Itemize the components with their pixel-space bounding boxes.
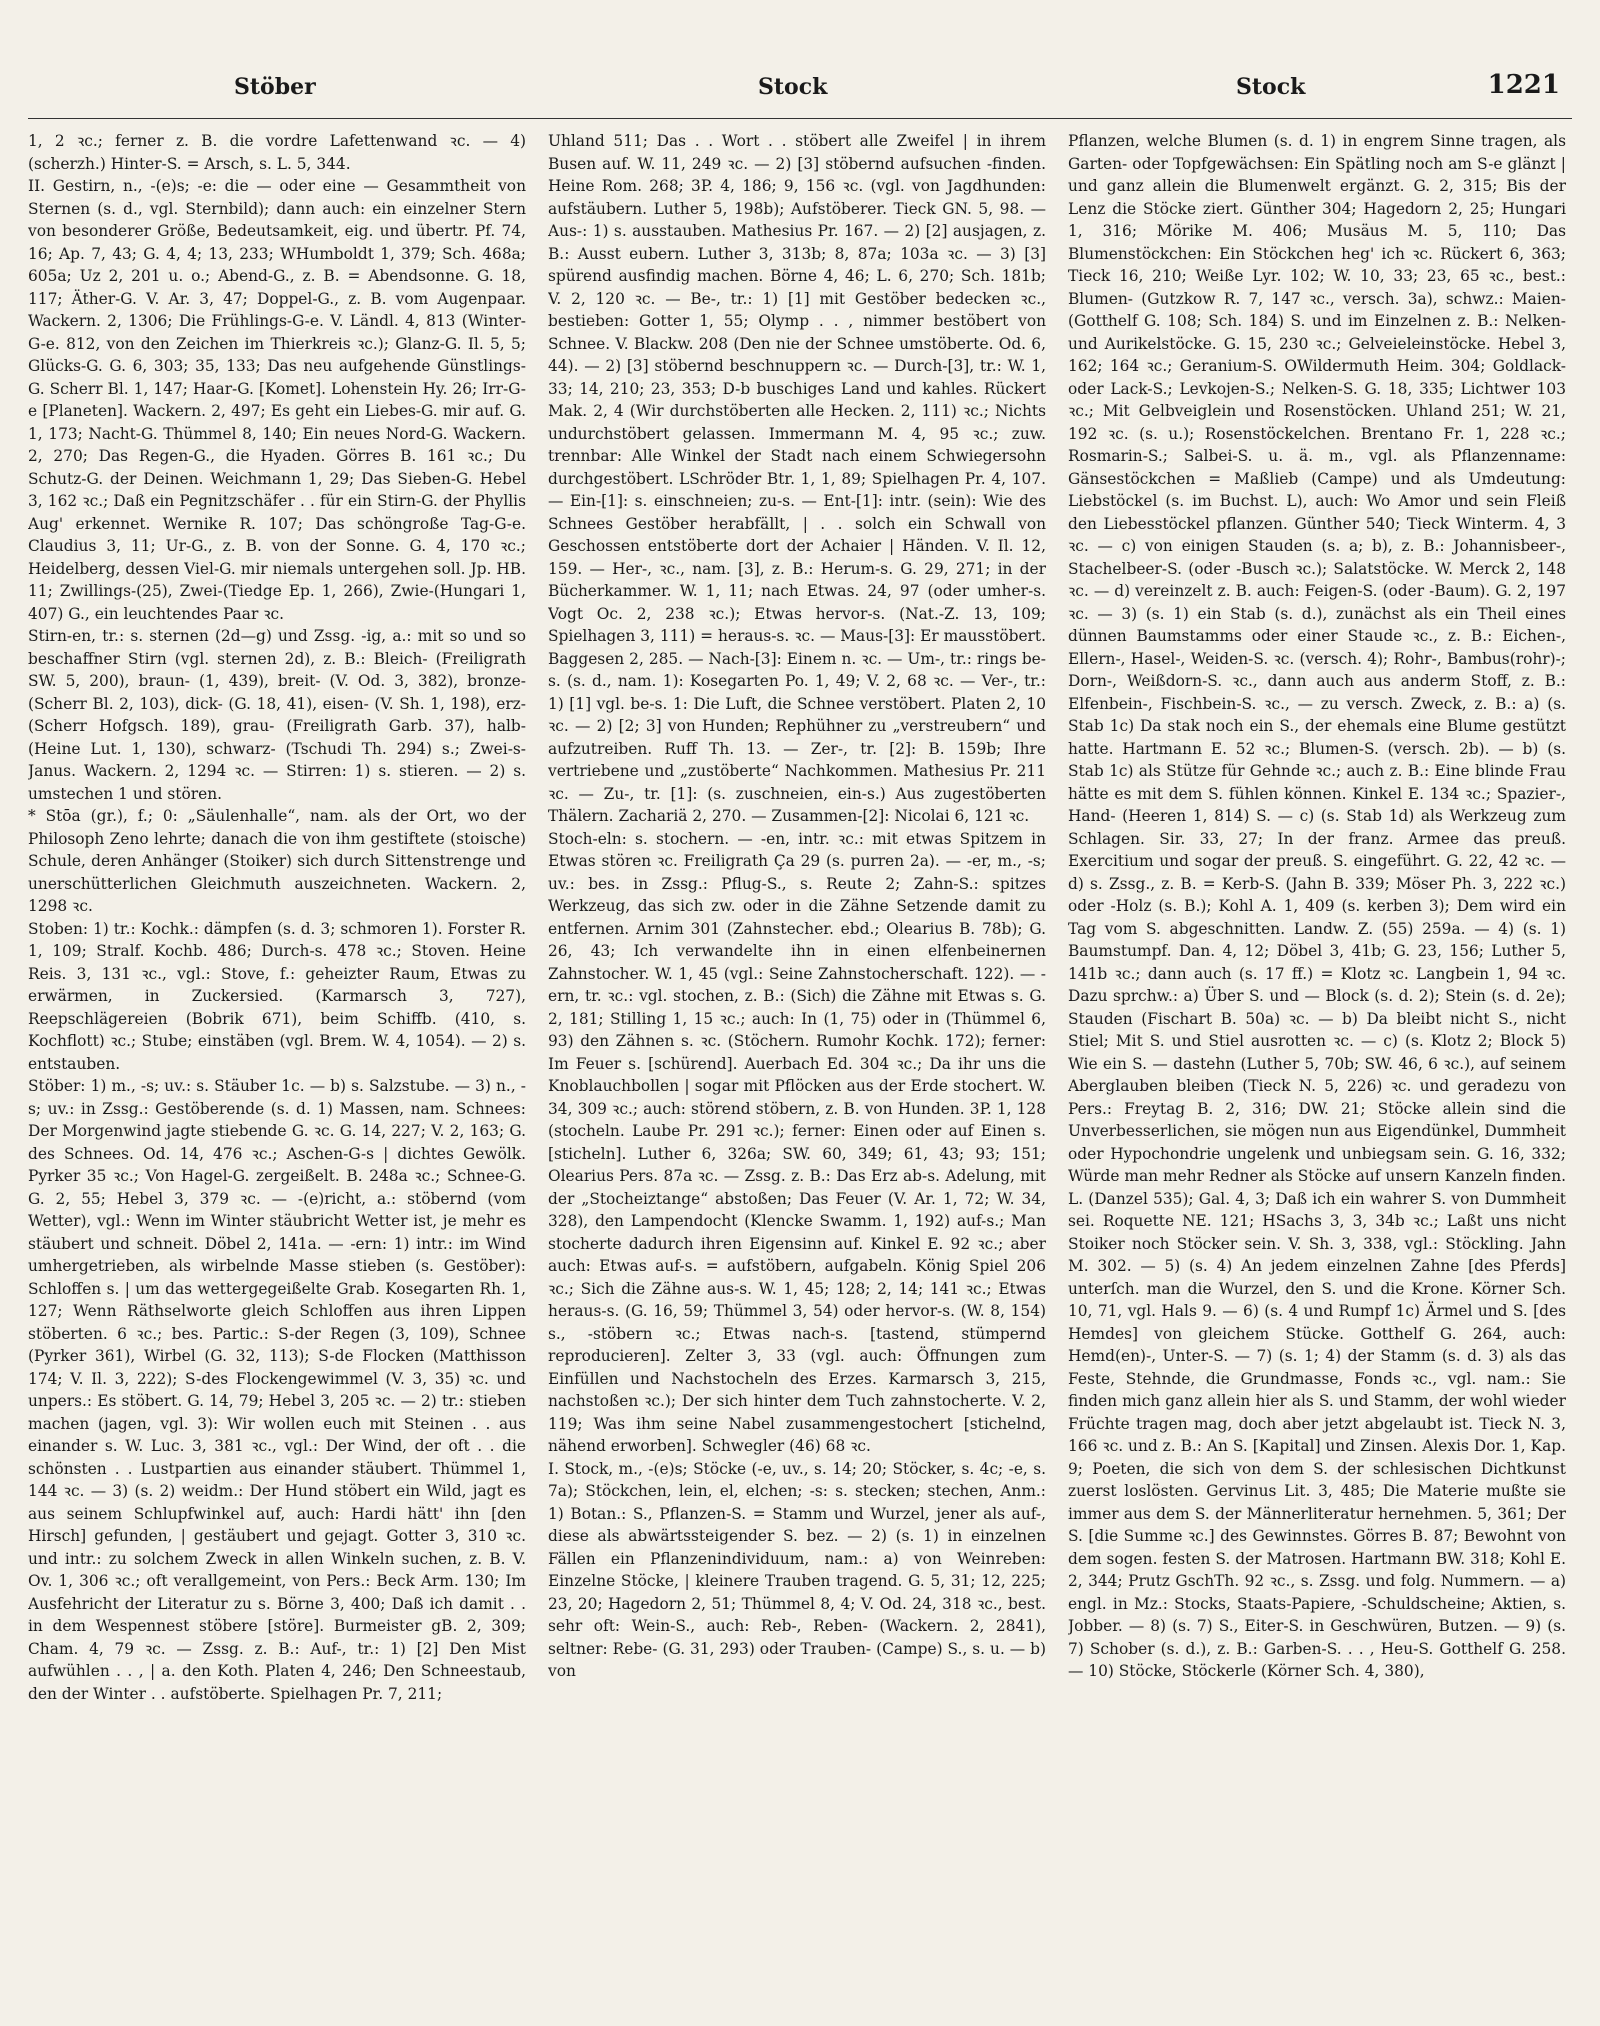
page-number: 1221 <box>1487 70 1560 100</box>
header-left-word: Stöber <box>234 74 316 100</box>
entry-paragraph: Stöber: 1) m., -s; uv.: s. Stäuber 1c. — b) s. Salzstube. — 3) n., -s; uv.: in Zssg.: Gestöberende (s. d. 1) Massen, nam. Schnees: Der Morgenwind jagte stiebende G. ꝛc. G. 14, 227; V. 2, 163; G. des Schnees. Od. 14, 476 ꝛc.; Aschen-G-s | dichtes Gewölk. Pyrker 35 ꝛc.; Von Hagel-G. zergeißelt. B. 248a ꝛc.; Schnee-G. G. 2, 55; Hebel 3, 379 ꝛc. — -(e)richt, a.: stöbernd (vom Wetter), vgl.: Wenn im Winter stäubricht Wetter ist, je mehr es stäubert und schneit. Döbel 2, 141a. — -ern: 1) intr.: im Wind umhergetrieben, als wirbelnde Masse stieben (s. Gestöber): Schloffen s. | um das wettergegeißelte Grab. Kosegarten Rh. 1, 127; Wenn Räthselworte gleich Schloffen aus ihren Lippen stöberten. 6 ꝛc.; bes. Partic.: S-der Regen (3, 109), Schnee (Pyrker 361), Wirbel (G. 32, 113); S-de Flocken (Matthisson 174; V. Il. 3, 222); S-des Flockengewimmel (V. 3, 35) ꝛc. und unpers.: Es stöbert. G. 14, 79; Hebel 3, 205 ꝛc. — 2) tr.: stieben machen (jagen, vgl. 3): Wir wollen euch mit Steinen . . aus einander s. W. Luc. 3, 381 ꝛc., vgl.: Der Wind, der oft . . die schönsten . . Lustpartien aus einander stäubert. Thümmel 1, 144 ꝛc. — 3) (s. 2) weidm.: Der Hund stöbert ein Wild, jagt es aus seinem Schlupfwinkel auf, auch: Hardi hätt' ihn [den Hirsch] gefunden, | gestäubert und gejagt. Gotter 3, 310 ꝛc. und intr.: zu solchem Zweck in allen Winkeln suchen, z. B. V. Ov. 1, 306 ꝛc.; oft verallgemeint, von Pers.: Beck Arm. 130; Im Ausfehricht der Literatur zu s. Börne 3, 400; Daß ich damit . . in dem Wespennest stöbere [störe]. Burmeister gB. 2, 309; Cham. 4, 79 ꝛc. — Zssg. z. B.: Auf-, tr.: 1) [2] Den Mist aufwühlen . . , | a. den Koth. Platen 4, 246; Den Schneestaub, den der Winter . . aufstöberte. Spielhagen Pr. 7, 211; <box>28 1077 526 1703</box>
entry-paragraph: Pflanzen, welche Blumen (s. d. 1) in engrem Sinne tragen, als Garten- oder Topfgewächsen: Ein Spätling noch am S-e glänzt | und ganz allein die Blumenwelt ergänzt. G. 2, 315; Bis der Lenz die Stöcke ziert. Günther 304; Hagedorn 2, 25; Hungari 1, 316; Mörike M. 406; Musäus M. 5, 110; Das Blumenstöckchen: Ein Stöckchen heg' ich ꝛc. Rückert 6, 363; Tieck 16, 210; Weiße Lyr. 102; W. 10, 33; 23, 65 ꝛc., best.: Blumen- (Gutzkow R. 7, 147 ꝛc., versch. 3a), schwz.: Maien- (Gotthelf G. 108; Sch. 184) S. und im Einzelnen z. B.: Nelken- und Aurikelstöcke. G. 15, 230 ꝛc.; Gelveieleinstöcke. Hebel 3, 162; 164 ꝛc.; Geranium-S. OWildermuth Heim. 304; Goldlack- oder Lack-S.; Levkojen-S.; Nelken-S. G. 18, 335; Lichtwer 103 ꝛc.; Mit Gelbveiglein und Rosenstöcken. Uhland 251; W. 21, 192 ꝛc. (s. u.); Rosenstöckelchen. Brentano Fr. 1, 228 ꝛc.; Rosmarin-S.; Salbei-S. u. ä. m., vgl. als Pflanzenname: Gänsestöckchen = Maßlieb (Campe) und als Umdeutung: Liebstöckel (s. im Buchst. L), auch: Wo Amor und sein Fleiß den Liebesstöckel pflanzen. Günther 540; Tieck Winterm. 4, 3 ꝛc. — c) von einigen Stauden (s. a; b), z. B.: Johannisbeer-, Stachelbeer-S. (oder -Busch ꝛc.); Salatstöcke. W. Merck 2, 148 ꝛc. — d) vereinzelt z. B. auch: Feigen-S. (oder -Baum). G. 2, 197 ꝛc. — 3) (s. 1) ein Stab (s. d.), zunächst als ein Theil eines dünnen Baumstamms oder einer Staude ꝛc., z. B.: Eichen-, Ellern-, Hasel-, Weiden-S. ꝛc. (versch. 4); Rohr-, Bambus(rohr)-; Dorn-, Weißdorn-S. ꝛc., dann auch aus anderm Stoff, z. B.: Elfenbein-, Fischbein-S. ꝛc., — zu versch. Zweck, z. B.: a) (s. Stab 1c) Da stak noch ein S., der ehemals eine Blume gestützt hatte. Hartmann E. 52 ꝛc.; Blumen-S. (versch. 2b). — b) (s. Stab 1c) als Stütze für Gehnde ꝛc.; auch z. B.: Eine blinde Frau hätte es mit dem S. fühlen können. Kinkel E. 134 ꝛc.; Spazier-, Hand- (Heeren 1, 814) S. — c) (s. Stab 1d) als Werkzeug zum Schlagen. Sir. 33, 27; In der franz. Armee das preuß. Exercitium und sogar der preuß. S. eingeführt. G. 22, 42 ꝛc. — d) s. Zssg., z. B. = Kerb-S. (Jahn B. 339; Möser Ph. 3, 222 ꝛc.) oder -Holz (s. B.); Kohl A. 1, 409 (s. kerben 3); Dem wird ein Tag vom S. abgeschnitten. Landw. Z. (55) 259a. — 4) (s. 1) Baumstumpf. Dan. 4, 12; Döbel 3, 41b; G. 23, 156; Luther 5, 141b ꝛc.; dann auch (s. 17 ff.) = Klotz ꝛc. Langbein 1, 94 ꝛc. Dazu sprchw.: a) Über S. und — Block (s. d. 2); Stein (s. d. 2e); Stauden (Fischart B. 50a) ꝛc. — b) Da bleibt nicht S., nicht Stiel; Mit S. und Stiel ausrotten ꝛc. — c) (s. Klotz 2; Block 5) Wie ein S. — dastehn (Luther 5, 70b; SW. 46, 6 ꝛc.), auf seinem Aberglauben bleiben (Tieck N. 5, 226) ꝛc. und geradezu von Pers.: Freytag B. 2, 316; DW. 21; Stöcke allein sind die Unverbesserlichen, sie mögen nun aus Eigendünkel, Dummheit oder Hypochondrie ungelenk und unbiegsam sein. G. 16, 332; Würde man mehr Redner als Stöcke auf unsern Kanzeln finden. L. (Danzel 535); Gal. 4, 3; Daß ich ein wahrer S. von Dummheit sei. Roquette NE. 121; HSachs 3, 3, 34b ꝛc.; Laßt uns nicht Stoiker noch Stöcker sein. V. Sh. 3, 338, vgl.: Stöckling. Jahn M. 302. — 5) (s. 4) An jedem einzelnen Zahne [des Pferds] unterſch. man die Wurzel, den S. und die Krone. Körner Sch. 10, 71, vgl. Hals 9. — 6) (s. 4 und Rumpf 1c) Ärmel und S. [des Hemdes] von gleichem Stücke. Gotthelf G. 264, auch: Hemd(en)-, Unter-S. — 7) (s. 1; 4) der Stamm (s. d. 3) als das Feste, Stehnde, die Grundmasse, Fonds ꝛc., vgl. nam.: Sie finden mich ganz allein hier als S. und Stamm, der wohl wieder Früchte tragen mag, doch aber jetzt abgelaubt ist. Tieck N. 3, 166 ꝛc. und z. B.: An S. [Kapital] und Zinsen. Alexis Dor. 1, Kap. 9; Poeten, die sich von dem S. der schlesischen Dichtkunst zuerst loslösten. Gervinus Lit. 3, 485; Die Materie mußte sie immer aus dem S. der Männerliteratur hernehmen. 5, 361; Der S. [die Summe ꝛc.] des Gewinnstes. Görres B. 87; Bewohnt von dem sogen. festen S. der Matrosen. Hartmann BW. 318; Kohl E. 2, 344; Prutz GschTh. 92 ꝛc., s. Zssg. und folg. Nummern. — a) engl. in Mz.: Stocks, Staats-Papiere, -Schuldscheine; Aktien, s. Jobber. — 8) (s. 7) S., Eiter-S. in Geschwüren, Butzen. — 9) (s. 7) Schober (s. d.), z. B.: Garben-S. . . , Heu-S. Gotthelf G. 258. — 10) Stöcke, Stöckerle (Körner Sch. 4, 380), <box>1068 132 1566 1680</box>
entry-paragraph: Stoben: 1) tr.: Kochk.: dämpfen (s. d. 3; schmoren 1). Forster R. 1, 109; Stralf. Kochb. 486; Durch-s. 478 ꝛc.; Stoven. Heine Reis. 3, 131 ꝛc., vgl.: Stove, f.: geheizter Raum, Etwas zu erwärmen, in Zuckersied. (Karmarsch 3, 727), Reepschlägereien (Bobrik 671), beim Schiffb. (410, s. Kochflott) ꝛc.; Stube; einstäben (vgl. Brem. W. 4, 1054). — 2) s. entstauben. <box>28 919 526 1073</box>
entry-paragraph: I. Stock, m., -(e)s; Stöcke (-e, uv., s. 14; 20; Stöcker, s. 4c; -e, s. 7a); Stöckchen, lein, el, elchen; -s: s. stecken; stechen, Anm.: 1) Botan.: S., Pflanzen-S. = Stamm und Wurzel, jener als auf-, diese als abwärtssteigender S. bez. — 2) (s. 1) in einzelnen Fällen ein Pflanzenindividuum, nam.: a) von Weinreben: Einzelne Stöcke, | kleinere Trauben tragend. G. 5, 31; 12, 225; 23, 20; Hagedorn 2, 51; Thümmel 8, 4; V. Od. 24, 318 ꝛc., best. sehr oft: Wein-S., auch: Reb-, Reben- (Wackern. 2, 2841), seltner: Rebe- (G. 31, 293) oder Trauben- (Campe) S., s. u. — b) von <box>548 1459 1046 1680</box>
entry-paragraph: * Stōa (gr.), f.; 0: „Säulenhalle“, nam. als der Ort, wo der Philosoph Zeno lehrte; danach die von ihm gestiftete (stoische) Schule, deren Anhänger (Stoiker) sich durch Sittenstrenge und unerschütterlichen Gleichmuth auszeichneten. Wackern. 2, 1298 ꝛc. <box>28 807 526 915</box>
running-header <box>28 66 1572 119</box>
entry-paragraph: Uhland 511; Das . . Wort . . stöbert alle Zweifel | in ihrem Busen auf. W. 11, 249 ꝛc. — 2) [3] stöbernd aufsuchen -finden. Heine Rom. 268; 3P. 4, 186; 9, 156 ꝛc. (vgl. von Jagdhunden: aufstäubern. Luther 5, 198b); Aufstöberer. Tieck GN. 5, 98. — Aus-: 1) s. ausstauben. Mathesius Pr. 167. — 2) [2] ausjagen, z. B.: Ausst eubern. Luther 3, 313b; 8, 87a; 103a ꝛc. — 3) [3] spürend ausfindig machen. Börne 4, 46; L. 6, 270; Sch. 181b; V. 2, 120 ꝛc. — Be-, tr.: 1) [1] mit Gestöber bedecken ꝛc., bestieben: Gotter 1, 55; Olymp . . , nimmer bestöbert von Schnee. V. Blackw. 208 (Den nie der Schnee umstöberte. Od. 6, 44). — 2) [3] stöbernd beschnuppern ꝛc. — Durch-[3], tr.: W. 1, 33; 14, 210; 23, 353; D-b buschiges Land und kahles. Rückert Mak. 2, 4 (Wir durchstöberten alle Hecken. 2, 111) ꝛc.; Nichts undurchstöbert gelassen. Immermann M. 4, 95 ꝛc.; zuw. trennbar: Alle Winkel der Stadt nach einem Schwiegersohn durchgestöbert. LSchröder Btr. 1, 1, 89; Spielhagen Pr. 4, 107. — Ein-[1]: s. einschneien; zu-s. — Ent-[1]: intr. (sein): Wie des Schnees Gestöber herabfällt, | . . solch ein Schwall von Geschossen entstöberte dort der Achaier | Händen. V. Il. 12, 159. — Her-, ꝛc., nam. [3], z. B.: Herum-s. G. 29, 271; in der Bücherkammer. W. 1, 11; nach Etwas. 24, 97 (oder umher-s. Vogt Oc. 2, 238 ꝛc.); Etwas hervor-s. (Nat.-Z. 13, 109; Spielhagen 3, 111) = heraus-s. ꝛc. — Maus-[3]: Er mausstöbert. Baggesen 2, 285. — Nach-[3]: Einem n. ꝛc. — Um-, tr.: rings be-s. (s. d., nam. 1): Kosegarten Po. 1, 49; V. 2, 68 ꝛc. — Ver-, tr.: 1) [1] vgl. be-s. 1: Die Luft, die Schnee verstöbert. Platen 2, 10 ꝛc. — 2) [2; 3] von Hunden; Rephühner zu „verstreubern“ und aufzutreiben. Ruff Th. 13. — Zer-, tr. [2]: B. 159b; Ihre vertriebene und „zustöberte“ Nachkommen. Mathesius Pr. 211 ꝛc. — Zu-, tr. [1]: (s. zuschneien, ein-s.) Aus zugestöberten Thälern. Zachariä 2, 270. — Zusammen-[2]: Nicolai 6, 121 ꝛc. <box>548 132 1046 825</box>
column-3 <box>1068 130 1566 2010</box>
entry-paragraph: 1, 2 ꝛc.; ferner z. B. die vordre Lafettenwand ꝛc. — 4) (scherzh.) Hinter-S. = Arsch, s. L. 5, 344. <box>28 132 526 173</box>
entry-paragraph: Stoch-eln: s. stochern. — -en, intr. ꝛc.: mit etwas Spitzem in Etwas stören ꝛc. Freiligrath Ça 29 (s. purren 2a). — -er, m., -s; uv.: bes. in Zssg.: Pflug-S., s. Reute 2; Zahn-S.: spitzes Werkzeug, das sich zw. oder in die Zähne Setzende damit zu entfernen. Arnim 301 (Zahnstecher. ebd.; Olearius B. 78b); G. 26, 43; Ich verwandelte ihn in einen elfenbeinernen Zahnstocher. W. 1, 45 (vgl.: Seine Zahnstocherschaft. 122). — -ern, tr. ꝛc.: vgl. stochen, z. B.: (Sich) die Zähne mit Etwas s. G. 2, 181; Stilling 1, 15 ꝛc.; auch: In (1, 75) oder in (Thümmel 6, 93) den Zähnen s. ꝛc. (Stöchern. Rumohr Kochk. 172); ferner: Im Feuer s. [schürend]. Auerbach Ed. 304 ꝛc.; Da ihr uns die Knoblauchbollen | sogar mit Pflöcken aus der Erde stochert. W. 34, 309 ꝛc.; auch: störend stöbern, z. B. von Hunden. 3P. 1, 128 (stocheln. Laube Pr. 291 ꝛc.); ferner: Einen oder auf Einen s. [sticheln]. Luther 6, 326a; SW. 60, 349; 61, 43; 93; 151; Olearius Pers. 87a ꝛc. — Zssg. z. B.: Das Erz ab-s. Adelung, mit der „Stocheiztange“ abstoßen; Das Feuer (V. Ar. 1, 72; W. 34, 328), den Lampendocht (Klencke Swamm. 1, 192) auf-s.; Man stocherte dadurch ihren Eigensinn auf. Kinkel E. 92 ꝛc.; aber auch: Etwas auf-s. = aufstöbern, aufgabeln. König Spiel 206 ꝛc.; Sich die Zähne aus-s. W. 1, 45; 128; 2, 14; 141 ꝛc.; Etwas heraus-s. (G. 16, 59; Thümmel 3, 54) oder hervor-s. (W. 8, 154) s., -stöbern ꝛc.; Etwas nach-s. [tastend, stümpernd reproducieren]. Zelter 3, 33 (vgl. auch: Öffnungen zum Einfüllen und Nachstocheln des Erzes. Karmarsch 3, 215, nachstoßen ꝛc.); Der sich hinter dem Tuch zahnstocherte. V. 2, 119; Was ihm seine Nabel zusammengestochert [stichelnd, nähend erworben]. Schwegler (46) 68 ꝛc. <box>548 829 1046 1455</box>
entry-paragraph: Stirn-en, tr.: s. sternen (2d—g) und Zssg. -ig, a.: mit so und so beschaffner Stirn (vgl. sternen 2d), z. B.: Bleich- (Freiligrath SW. 5, 200), braun- (1, 439), breit- (V. Od. 3, 382), bronze- (Scherr Bl. 2, 103), dick- (G. 18, 41), eisen- (V. Sh. 1, 198), erz- (Scherr Hofgsch. 189), grau- (Freiligrath Garb. 37), halb- (Heine Lut. 1, 130), schwarz- (Tschudi Th. 294) s.; Zwei-s- Janus. Wackern. 2, 1294 ꝛc. — Stirren: 1) s. stieren. — 2) s. umstechen 1 und stören. <box>28 627 526 803</box>
header-center-word: Stock <box>758 74 828 100</box>
column-2 <box>548 130 1046 2010</box>
header-right-word: Stock <box>1236 74 1306 100</box>
entry-paragraph: II. Gestirn, n., -(e)s; -e: die — oder eine — Gesammtheit von Sternen (s. d., vgl. Sternbild); dann auch: ein einzelner Stern von besonderer Größe, Bedeutsamkeit, eig. und übertr. Pf. 74, 16; Ap. 7, 43; G. 4, 4; 13, 233; WHumboldt 1, 379; Sch. 468a; 605a; Uz 2, 201 u. o.; Abend-G., z. B. = Abendsonne. G. 18, 117; Äther-G. V. Ar. 3, 47; Doppel-G., z. B. vom Augenpaar. Wackern. 2, 1306; Die Frühlings-G-e. V. Ländl. 4, 813 (Winter-G-e. 812, von den Zeichen im Thierkreis ꝛc.); Glanz-G. Il. 5, 5; Glücks-G. G. 6, 303; 35, 133; Das neu aufgehende Günstlings-G. Scherr Bl. 1, 147; Haar-G. [Komet]. Lohenstein Hy. 26; Irr-G-e [Planeten]. Wackern. 2, 497; Es geht ein Liebes-G. mir auf. G. 1, 173; Nacht-G. Thümmel 8, 140; Ein neues Nord-G. Wackern. 2, 270; Das Regen-G., die Hyaden. Görres B. 161 ꝛc.; Du Schutz-G. der Deinen. Weichmann 1, 29; Das Sieben-G. Hebel 3, 162 ꝛc.; Daß ein Pegnitzschäfer . . für ein Stirn-G. der Phyllis Aug' erkennet. Wernike R. 107; Das schöngroße Tag-G-e. Claudius 3, 11; Ur-G., z. B. von der Sonne. G. 4, 170 ꝛc.; Heidelberg, dessen Viel-G. mir niemals untergehen soll. Jp. HB. 11; Zwillings-(25), Zwei-(Tiedge Ep. 1, 266), Zwie-(Hungari 1, 407) G., ein leuchtendes Paar ꝛc. <box>28 177 526 623</box>
column-1 <box>28 130 526 2010</box>
